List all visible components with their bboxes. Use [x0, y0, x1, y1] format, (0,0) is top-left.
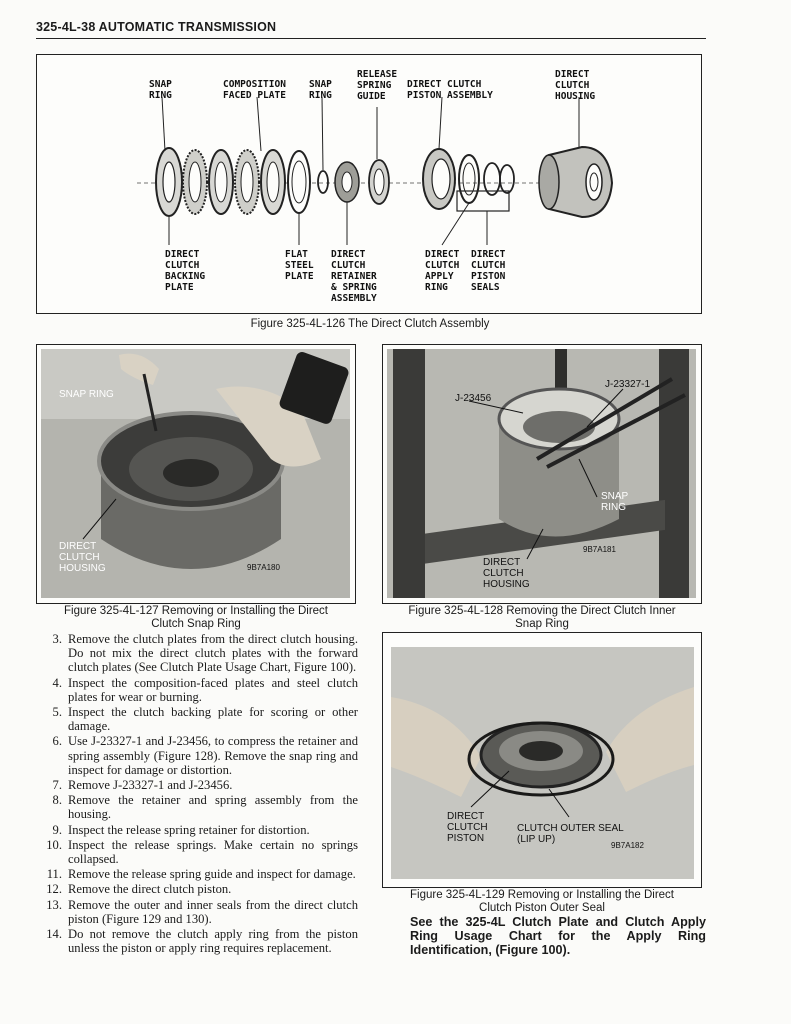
label-direct-clutch-housing: DIRECT CLUTCH HOUSING — [59, 541, 106, 574]
step-text: Inspect the composition-faced plates and steel clutch plates for wear or burning. — [68, 675, 358, 704]
label-j-23327-1: J-23327-1 — [605, 379, 651, 390]
figure-128-photo — [387, 349, 696, 598]
step-number: 9. — [52, 822, 62, 837]
label-direct-clutch-piston: DIRECT CLUTCH PISTON — [447, 811, 488, 844]
step-text: Remove the release spring guide and inspect for damage. — [68, 867, 356, 882]
step-item — [36, 867, 358, 881]
step-item — [36, 705, 358, 733]
label-snap-ring: SNAP RING — [59, 389, 114, 400]
step-item — [36, 793, 358, 821]
label-snap-ring: SNAP RING — [601, 491, 629, 513]
step-text: Remove the clutch plates from the direct clutch housing. Do not mix the direct clutch plates with the forward clutch plates (See Clutch Plate Usage Chart, Figure 100). — [68, 632, 358, 675]
figure-126-caption: Figure 325-4L-126 The Direct Clutch Assembly — [250, 318, 490, 330]
procedure-steps — [36, 632, 358, 956]
step-number: 5. — [52, 705, 62, 720]
figure-126-diagram — [36, 54, 702, 314]
step-text: Inspect the clutch backing plate for scoring or other damage. — [68, 705, 358, 734]
figure-129-frame — [382, 632, 702, 888]
step-item — [36, 882, 358, 896]
usage-chart-note: See the 325-4L Clutch Plate and Clutch Apply Ring Usage Chart for the Apply Ring Identification, (Figure 100). — [410, 915, 706, 957]
step-number: 11. — [46, 867, 62, 882]
step-item — [36, 927, 358, 955]
step-item — [36, 838, 358, 866]
figure-129-caption: Figure 325-4L-129 Removing or Installing the Direct Clutch Piston Outer Seal — [410, 889, 674, 914]
step-item — [36, 823, 358, 837]
label-snap-ring-2: SNAP RING — [309, 79, 332, 101]
photo-code: 9B7A182 — [611, 841, 644, 850]
step-number: 13. — [46, 897, 62, 912]
label-composition-faced-plate: COMPOSITION FACED PLATE — [223, 79, 286, 101]
label-release-spring-guide: RELEASE SPRING GUIDE — [357, 69, 398, 102]
label-direct-clutch-backing-plate: DIRECT CLUTCH BACKING PLATE — [165, 249, 206, 293]
label-j-23456: J-23456 — [455, 393, 492, 404]
photo-code: 9B7A181 — [583, 545, 616, 554]
step-text: Remove the outer and inner seals from the direct clutch piston (Figure 129 and 130). — [68, 897, 358, 926]
label-direct-clutch-housing: DIRECT CLUTCH HOUSING — [483, 557, 530, 590]
label-direct-clutch-piston-seals: DIRECT CLUTCH PISTON SEALS — [471, 249, 506, 293]
step-text: Remove the direct clutch piston. — [68, 882, 232, 897]
label-direct-clutch-retainer: DIRECT CLUTCH RETAINER & SPRING ASSEMBLY — [331, 249, 377, 304]
step-number: 7. — [52, 778, 62, 793]
figure-129-photo — [391, 647, 694, 879]
step-text: Do not remove the clutch apply ring from the piston unless the piston or apply ring requires replacement. — [68, 927, 358, 956]
figure-127-frame — [36, 344, 356, 604]
photo-code: 9B7A180 — [247, 563, 280, 572]
step-text: Inspect the release spring retainer for distortion. — [68, 822, 310, 837]
step-number: 10. — [46, 837, 62, 852]
step-number: 4. — [52, 675, 62, 690]
label-flat-steel-plate: FLAT STEEL PLATE — [285, 249, 314, 282]
label-direct-clutch-piston-assembly: DIRECT CLUTCH PISTON ASSEMBLY — [407, 79, 493, 101]
figure-128-frame — [382, 344, 702, 604]
label-direct-clutch-apply-ring: DIRECT CLUTCH APPLY RING — [425, 249, 460, 293]
step-item — [36, 778, 358, 792]
step-number: 6. — [52, 734, 62, 749]
figure-128-caption: Figure 325-4L-128 Removing the Direct Clutch Inner Snap Ring — [408, 605, 676, 630]
step-item — [36, 734, 358, 777]
header-rule — [36, 38, 706, 39]
step-text: Inspect the release springs. Make certain no springs collapsed. — [68, 837, 358, 867]
step-item — [36, 898, 358, 926]
step-item — [36, 676, 358, 704]
label-snap-ring-1: SNAP RING — [149, 79, 172, 101]
step-number: 3. — [52, 632, 62, 646]
step-number: 14. — [46, 927, 62, 942]
label-clutch-outer-seal: CLUTCH OUTER SEAL (LIP UP) — [517, 823, 624, 845]
page-header: 325-4L-38 AUTOMATIC TRANSMISSION — [36, 20, 277, 34]
step-item — [36, 632, 358, 675]
step-text: Remove J-23327-1 and J-23456. — [68, 778, 233, 793]
step-text: Remove the retainer and spring assembly from the housing. — [68, 793, 358, 822]
step-text: Use J-23327-1 and J-23456, to compress the retainer and spring assembly (Figure 128). Remove the snap ring and inspect for damage or distortion. — [68, 734, 358, 777]
figure-127-caption: Figure 325-4L-127 Removing or Installing the Direct Clutch Snap Ring — [64, 605, 328, 630]
step-number: 12. — [46, 882, 62, 897]
figure-127-photo — [41, 349, 350, 598]
label-direct-clutch-housing: DIRECT CLUTCH HOUSING — [555, 69, 596, 102]
step-number: 8. — [52, 793, 62, 808]
